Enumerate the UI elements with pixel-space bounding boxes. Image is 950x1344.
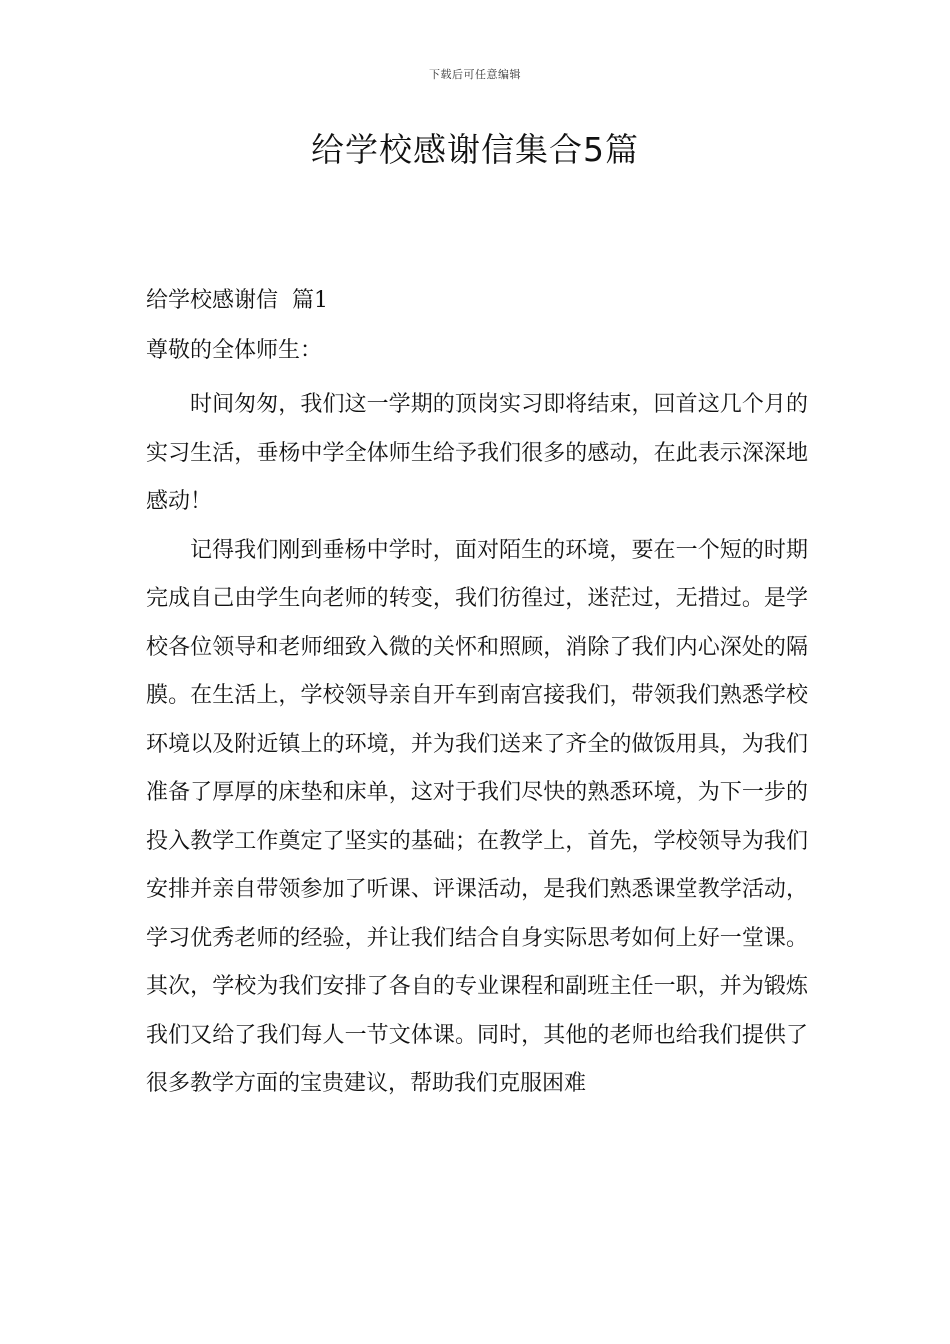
header-note: 下载后可任意编辑 xyxy=(429,68,521,81)
paragraph-2: 记得我们刚到垂杨中学时，面对陌生的环境，要在一个短的时期完成自己由学生向老师的转变，我们彷徨过，迷茫过，无措过。是学校各位领导和老师细致入微的关怀和照顾，消除了我们内心深处的隔膜。在生活上，学校领导亲自开车到南宫接我们，带领我们熟悉学校环境以及附近镇上的环境，并为我们送来了齐全的做饭用具，为我们准备了厚厚的床垫和床单，这对于我们尽快的熟悉环境，为下一步的投入教学工作奠定了坚实的基础；在教学上，首先，学校领导为我们安排并亲自带领参加了听课、评课活动，是我们熟悉课堂教学活动，学习优秀老师的经验，并让我们结合自身实际思考如何上好一堂课。其次，学校为我们安排了各自的专业课程和副班主任一职，并为锻炼我们又给了我们每人一节文体课。同时，其他的老师也给我们提供了很多教学方面的宝贵建议，帮助我们克服困难 xyxy=(146,537,808,1096)
paragraph-1: 时间匆匆，我们这一学期的顶岗实习即将结束，回首这几个月的实习生活，垂杨中学全体师生给予我们很多的感动，在此表示深深地感动！ xyxy=(146,392,808,514)
section-heading: 给学校感谢信 篇1 xyxy=(146,288,328,313)
document-title: 给学校感谢信集合5篇 xyxy=(311,130,639,169)
body-text xyxy=(146,381,808,1109)
salutation: 尊敬的全体师生： xyxy=(146,338,323,363)
